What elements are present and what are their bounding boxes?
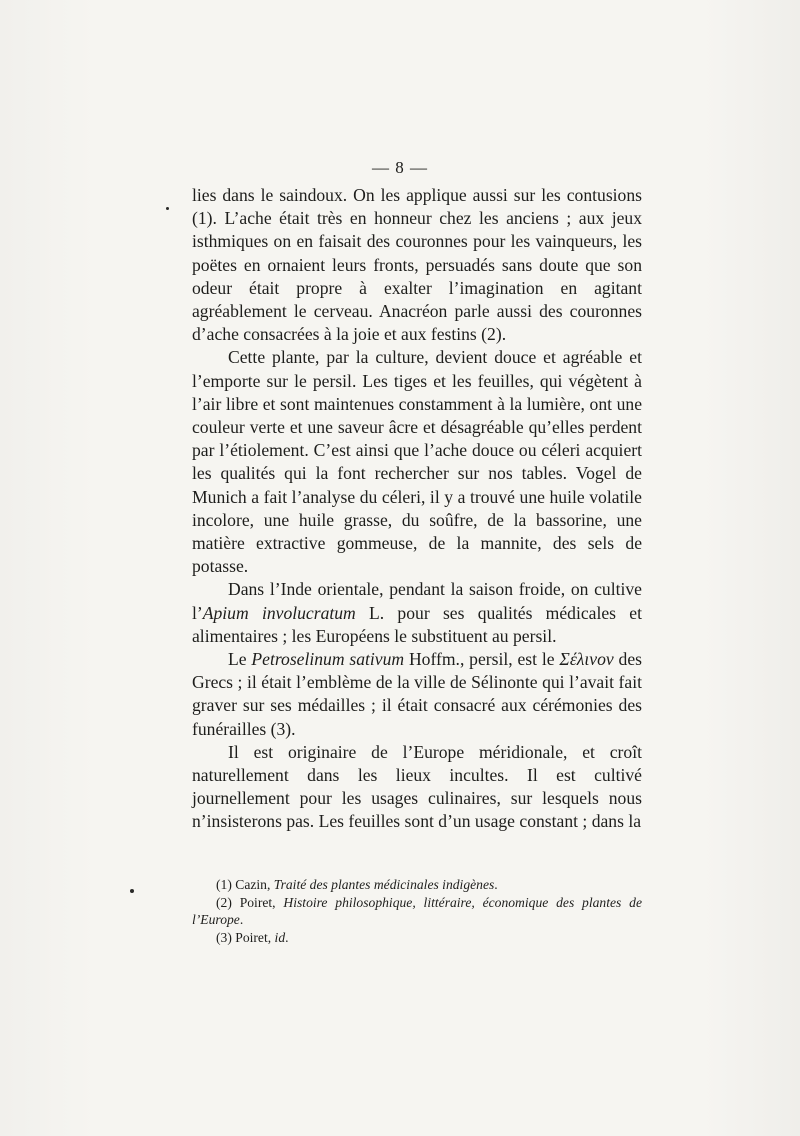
footnote-3-number: (3) <box>216 929 232 945</box>
footnote-1-author: Cazin, <box>235 877 274 892</box>
footnotes <box>192 876 642 946</box>
footnote-3 <box>192 929 642 947</box>
footnote-3-author: Poiret, <box>235 929 275 945</box>
footnote-2-number: (2) <box>216 894 232 910</box>
paragraph-4-middle: Hoffm., persil, est le <box>404 649 560 670</box>
footnote-1-title: Traité des plantes médicinales indigènes <box>273 877 495 892</box>
footnote-1-tail: . <box>494 877 498 892</box>
paragraph-4-end: des Grecs ; il était l’emblème de la ville de Sélinonte qui l’avait fait graver sur ses médailles ; il était consacré aux cérémonies des funérailles (3). <box>192 649 642 739</box>
species-name-apium: Apium involucratum <box>202 602 356 623</box>
footnote-2-author: Poiret, <box>239 894 284 910</box>
page-number: — 8 — <box>372 158 428 177</box>
main-text <box>192 184 642 834</box>
paragraph-3-end: L. pour ses qualités médicales et alimentaires ; les Européens le substituent au persil. <box>192 602 642 646</box>
paragraph-2: Cette plante, par la culture, devient douce et agréable et l’emporte sur le persil. Les tiges et les feuilles, qui végètent à l’air libre et sont maintenues constamment à la lumière, ont une couleur verte et une saveur âcre et désagréable qu’elles perdent par l’étiolement. C’est ainsi que l’ache douce ou céleri acquiert les qualités qui la font rechercher sur nos tables. Vogel de Munich a fait l’analyse du céleri, il y a trouvé une huile volatile incolore, une huile grasse, du soûfre, de la bassorine, une matière extractive gommeuse, de la mannite, des sels de potasse. <box>192 347 642 577</box>
footnote-2-tail: . <box>239 912 244 928</box>
paragraph-1: lies dans le saindoux. On les applique aussi sur les contusions (1). L’ache était très en honneur chez les anciens ; aux jeux isthmiques on en faisait des couronnes pour les vainqueurs, les poëtes en ornaient leurs fronts, persuadés sans doute que son odeur était propre à exalter l’imagination en agitant agréablement le cerveau. Anacréon parle aussi des couronnes d’ache consacrées à la joie et aux festins (2). <box>192 185 642 345</box>
footnote-2 <box>192 894 642 929</box>
paragraph-3 <box>192 578 642 648</box>
paragraph-4-start: Le <box>228 649 252 670</box>
ink-speck-1 <box>166 207 169 210</box>
footnote-1 <box>192 876 642 894</box>
species-name-petroselinum: Petroselinum sativum <box>251 649 405 670</box>
paragraph-4 <box>192 648 642 741</box>
footnote-2-title: Histoire philosophique, littéraire, économique des plantes de l’Europe <box>192 894 642 928</box>
footnote-3-title: id <box>274 929 286 945</box>
greek-word-selinon: Σέλινον <box>559 649 614 670</box>
paragraph-3-start: Dans l’Inde orientale, pendant la saison froide, on cultive l’ <box>192 579 642 623</box>
footnote-1-number: (1) <box>216 877 232 892</box>
paragraph-5: Il est originaire de l’Europe méridionale, et croît naturellement dans les lieux incultes. Il est cultivé journellement pour les usages culinaires, sur lesquels nous n’insisterons pas. Les feuilles sont d’un usage constant ; dans la <box>192 741 642 832</box>
ink-speck-2 <box>130 889 134 893</box>
footnote-3-tail: . <box>285 929 289 945</box>
